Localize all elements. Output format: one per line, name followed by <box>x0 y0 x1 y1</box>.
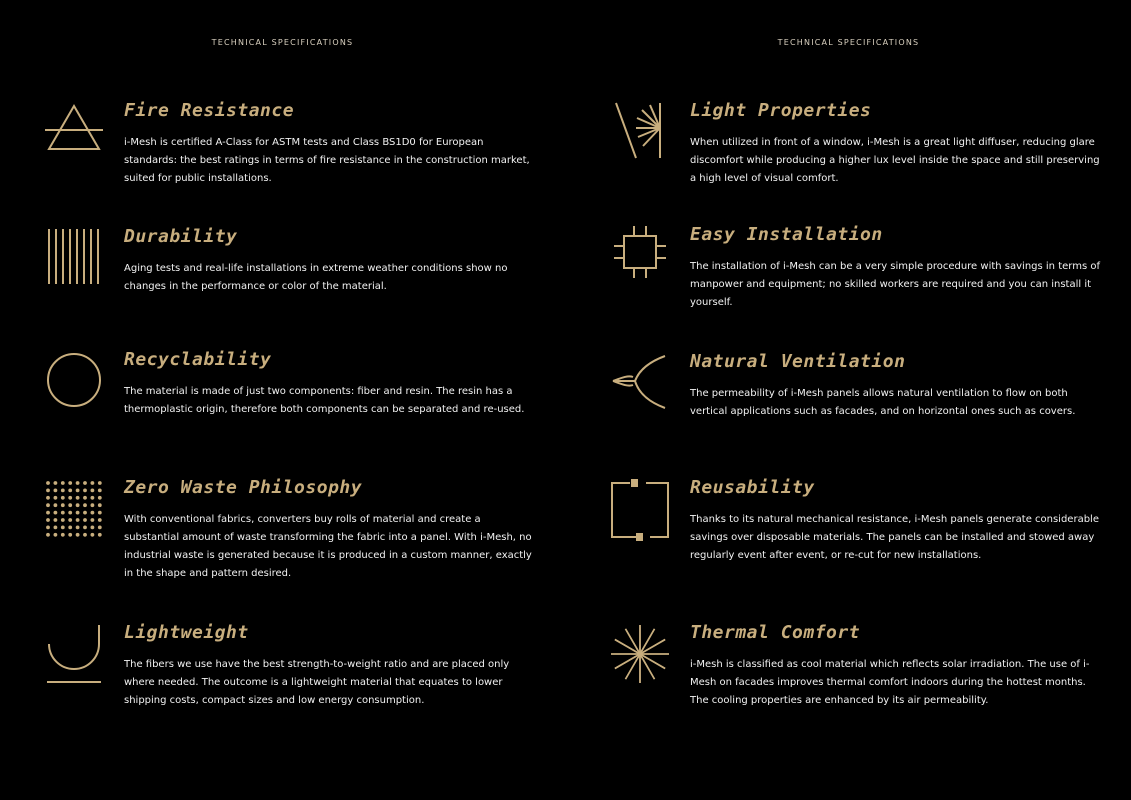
brackets-icon <box>608 477 672 541</box>
airflow-icon <box>608 351 672 415</box>
spec-description: i-Mesh is certified A-Class for ASTM tests and Class BS1D0 for European standards: the best ratings in terms of fire resistance in the construction market, suited for public installations. <box>124 137 530 184</box>
spec-title: Durability <box>124 226 238 247</box>
spec-description: The installation of i-Mesh can be a very simple procedure with savings in terms of manpower and equipment; no skilled workers are required and you can install it yourself. <box>690 261 1100 308</box>
page-header: TECHNICAL SPECIFICATIONS <box>211 38 354 47</box>
dot-grid-icon <box>42 477 106 541</box>
light-rays-icon <box>608 100 672 164</box>
spec-description: Aging tests and real-life installations in extreme weather conditions show no changes in the performance or color of the material. <box>124 263 508 292</box>
circle-icon <box>42 349 106 413</box>
spec-title: Recyclability <box>124 349 272 370</box>
left-page <box>0 0 565 800</box>
spec-title: Light Properties <box>690 100 872 121</box>
triangle-icon <box>42 100 106 164</box>
spec-description: With conventional fabrics, converters buy rolls of material and create a substantial amount of waste transforming the fabric into a panel. With i-Mesh, no industrial waste is generated because it is produced in a custom manner, exactly in the shape and pattern desired. <box>124 514 532 579</box>
spec-description: The material is made of just two components: fiber and resin. The resin has a thermoplastic origin, therefore both components can be separated and re-used. <box>124 386 525 415</box>
spec-description: The permeability of i-Mesh panels allows natural ventilation to flow on both vertical applications such as facades, and on horizontal ones such as covers. <box>690 388 1076 417</box>
spec-description: Thanks to its natural mechanical resistance, i-Mesh panels generate considerable savings over disposable materials. The panels can be installed and stowed away regularly event after event, or re-cut for new installations. <box>690 514 1099 561</box>
vertical-lines-icon <box>42 226 106 290</box>
arc-line-icon <box>42 622 106 686</box>
spec-description: When utilized in front of a window, i-Mesh is a great light diffuser, reducing glare discomfort while producing a higher lux level inside the space and still preserving a high level of visual comfort. <box>690 137 1100 184</box>
spec-title: Reusability <box>690 477 815 498</box>
page-header: TECHNICAL SPECIFICATIONS <box>777 38 920 47</box>
spec-title: Fire Resistance <box>124 100 295 121</box>
spec-title: Lightweight <box>124 622 249 643</box>
spec-title: Natural Ventilation <box>690 351 906 372</box>
spec-description: i-Mesh is classified as cool material which reflects solar irradiation. The use of i-Mesh on facades improves thermal comfort indoors during the hottest months. The cooling properties are enhanced by its air permeability. <box>690 659 1090 706</box>
spec-title: Zero Waste Philosophy <box>124 477 363 498</box>
spec-title: Easy Installation <box>690 224 883 245</box>
right-page <box>566 0 1131 800</box>
spec-title: Thermal Comfort <box>690 622 861 643</box>
sunburst-icon <box>608 622 672 686</box>
chip-icon <box>608 224 672 288</box>
spec-description: The fibers we use have the best strength-to-weight ratio and are placed only where needed. The outcome is a lightweight material that equates to lower shipping costs, compact sizes and low energy consumption. <box>124 659 510 706</box>
